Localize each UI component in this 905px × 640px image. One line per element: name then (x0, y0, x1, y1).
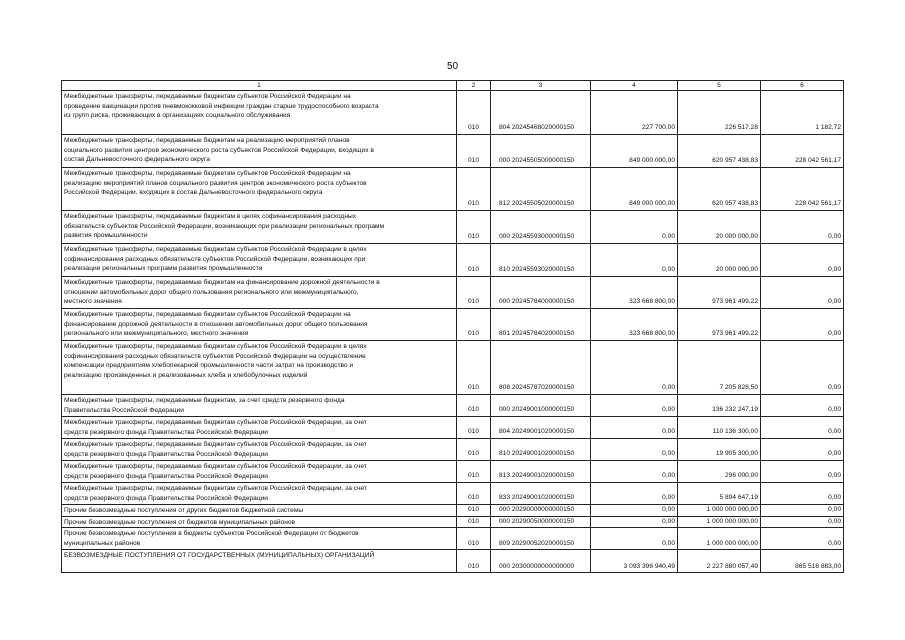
row-budget-code-cell: 804 20249001020000150 (491, 417, 591, 439)
row-admin-code-cell: 010 (457, 395, 491, 417)
table-row (62, 528, 844, 550)
row-name-line: Межбюджетные трансферты, передаваемые бюджетам субъектов Российской Федерации на (64, 93, 351, 100)
row-budget-code-cell: 833 20249001020000150 (491, 483, 591, 505)
row-name-line: Межбюджетные трансферты, передаваемые бюджетам субъектов Российской Федерации в целях (64, 343, 367, 350)
row-remainder-amount-cell: 0,00 (761, 277, 844, 309)
row-name-line: состав Дальневосточного федерального округа (64, 156, 210, 164)
row-name-line: из групп риска, проживающих в организациях социального обслуживания (64, 112, 291, 120)
row-remainder-amount-cell: 0,00 (761, 395, 844, 417)
budget-revenue-table (61, 80, 844, 573)
row-approved-amount-cell: 0,00 (591, 395, 678, 417)
row-budget-code-cell: 810 20249001020000150 (491, 439, 591, 461)
row-name-cell (62, 395, 457, 417)
row-name-line: проведение вакцинации против пневмококковой инфекции граждан старше трудоспособного возраста (64, 102, 379, 110)
row-name-cell (62, 483, 457, 505)
row-name-line: отношении автомобильных дорог общего пользования регионального или межмуниципального, (64, 288, 359, 296)
row-admin-code-cell: 010 (457, 417, 491, 439)
row-admin-code-cell: 010 (457, 309, 491, 341)
row-remainder-amount-cell: 0,00 (761, 505, 844, 517)
row-remainder-amount-cell: 0,00 (761, 341, 844, 395)
row-admin-code-cell: 010 (457, 244, 491, 277)
table-row (62, 550, 844, 573)
row-budget-code-cell: 810 20245593020000150 (491, 244, 591, 277)
row-name-line: реализацию произведенных и реализованных хлеба и хлебобулочных изделий (64, 371, 308, 379)
row-approved-amount-cell: 849 000 000,00 (591, 168, 678, 211)
row-remainder-amount-cell: 228 042 561,17 (761, 135, 844, 168)
row-admin-code-cell: 010 (457, 461, 491, 483)
row-name-cell (62, 439, 457, 461)
row-executed-amount-cell: 973 961 499,22 (678, 277, 761, 309)
row-budget-code-cell: 812 20245505020000150 (491, 168, 591, 211)
row-name-line: социального развития центров экономического роста субъектов Российской Федерации, входящих в (64, 146, 374, 154)
row-admin-code-cell: 010 (457, 168, 491, 211)
row-name-line: средств резервного фонда Правительства Российской Федерации (64, 494, 268, 502)
row-name-line: Межбюджетные трансферты, передаваемые бюджетам на реализацию мероприятий планов (64, 137, 350, 144)
row-approved-amount-cell: 0,00 (591, 244, 678, 277)
row-approved-amount-cell: 0,00 (591, 417, 678, 439)
table-row (62, 439, 844, 461)
row-admin-code-cell: 010 (457, 277, 491, 309)
row-admin-code-cell: 010 (457, 91, 491, 135)
table-row (62, 505, 844, 517)
row-admin-code-cell: 010 (457, 550, 491, 573)
row-executed-amount-cell: 110 136 300,00 (678, 417, 761, 439)
row-name-line: развития промышленности (64, 232, 148, 240)
row-name-cell (62, 135, 457, 168)
row-name-cell (62, 211, 457, 244)
row-budget-code-cell: 000 20245505000000150 (491, 135, 591, 168)
row-name-cell (62, 244, 457, 277)
row-name-line: Прочие безвозмездные поступления от других бюджетов бюджетной системы (64, 507, 304, 514)
row-approved-amount-cell: 0,00 (591, 505, 678, 517)
row-name-line: Межбюджетные трансферты, передаваемые бюджетам субъектов Российской Федерации, за счет (64, 419, 367, 426)
row-name-line: Межбюджетные трансферты, передаваемые бюджетам, за счет средств резервного фонда (64, 397, 345, 404)
row-budget-code-cell: 808 20245787020000150 (491, 341, 591, 395)
row-name-line: обязательств субъектов Российской Федерации, возникающих при реализации региональных программ (64, 222, 385, 230)
row-remainder-amount-cell: 0,00 (761, 417, 844, 439)
row-approved-amount-cell: 0,00 (591, 528, 678, 550)
column-header-remainder: 6 (761, 81, 844, 91)
row-executed-amount-cell: 2 227 880 057,49 (678, 550, 761, 573)
table-row (62, 277, 844, 309)
table-row (62, 211, 844, 244)
row-executed-amount-cell: 20 000 000,00 (678, 244, 761, 277)
row-remainder-amount-cell: 0,00 (761, 439, 844, 461)
row-executed-amount-cell: 19 905 300,00 (678, 439, 761, 461)
row-name-line: компенсации предприятиям хлебопекарной промышленности части затрат на производство и (64, 362, 354, 370)
table-row (62, 244, 844, 277)
row-name-line: Межбюджетные трансферты, передаваемые бюджетам в целях софинансирования расходных (64, 213, 357, 220)
row-name-cell (62, 528, 457, 550)
table-row (62, 395, 844, 417)
row-admin-code-cell: 010 (457, 505, 491, 517)
row-name-line: средств резервного фонда Правительства Российской Федерации (64, 428, 268, 436)
row-name-line: БЕЗВОЗМЕЗДНЫЕ ПОСТУПЛЕНИЯ ОТ ГОСУДАРСТВЕННЫХ (МУНИЦИПАЛЬНЫХ) ОРГАНИЗАЦИЙ (64, 552, 375, 560)
row-name-cell (62, 309, 457, 341)
row-budget-code-cell: 813 20249001020000150 (491, 461, 591, 483)
row-executed-amount-cell: 620 957 438,83 (678, 135, 761, 168)
row-approved-amount-cell: 0,00 (591, 483, 678, 505)
row-approved-amount-cell: 3 093 396 940,49 (591, 550, 678, 573)
row-name-line: Российской Федерации, входящих в состав Дальневосточного федерального округа (64, 189, 323, 197)
row-budget-code-cell: 000 20249001000000150 (491, 395, 591, 417)
row-name-line: софинансирования расходных обязательств субъектов Российской Федерации, возникающих при (64, 255, 366, 263)
row-executed-amount-cell: 7 205 828,50 (678, 341, 761, 395)
row-approved-amount-cell: 0,00 (591, 341, 678, 395)
table-row (62, 516, 844, 528)
row-name-cell (62, 277, 457, 309)
row-name-line: финансирование дорожной деятельности в отношении автомобильных дорог общего пользования (64, 320, 368, 328)
row-executed-amount-cell: 1 000 000 000,00 (678, 505, 761, 517)
table-row (62, 341, 844, 395)
row-executed-amount-cell: 20 000 000,00 (678, 211, 761, 244)
table-row (62, 309, 844, 341)
row-name-line: Межбюджетные трансферты, передаваемые бюджетам на финансирование дорожной деятельности в (64, 279, 380, 286)
row-executed-amount-cell: 136 232 247,19 (678, 395, 761, 417)
row-budget-code-cell: 000 20290050000000150 (491, 516, 591, 528)
row-name-cell (62, 516, 457, 528)
row-budget-code-cell: 000 20290000000000150 (491, 505, 591, 517)
row-name-cell (62, 168, 457, 211)
row-name-cell (62, 505, 457, 517)
column-header-name: 1 (62, 81, 457, 91)
row-admin-code-cell: 010 (457, 439, 491, 461)
row-name-line: Межбюджетные трансферты, передаваемые бюджетам субъектов Российской Федерации, за счет (64, 441, 367, 448)
row-approved-amount-cell: 0,00 (591, 211, 678, 244)
row-name-line: муниципальных районов (64, 539, 141, 547)
row-admin-code-cell: 010 (457, 135, 491, 168)
row-remainder-amount-cell: 0,00 (761, 461, 844, 483)
row-name-line: регионального или межмуниципального, местного значения (64, 330, 249, 338)
row-budget-code-cell: 809 20290052020000150 (491, 528, 591, 550)
row-budget-code-cell: 000 20245593000000150 (491, 211, 591, 244)
row-approved-amount-cell: 0,00 (591, 439, 678, 461)
row-name-line: средств резервного фонда Правительства Российской Федерации (64, 450, 268, 458)
row-admin-code-cell: 010 (457, 341, 491, 395)
column-header-executed: 5 (678, 81, 761, 91)
row-name-line: Правительства Российской Федерации (64, 406, 184, 414)
row-budget-code-cell: 801 20245784020000150 (491, 309, 591, 341)
row-budget-code-cell: 000 20245784000000150 (491, 277, 591, 309)
row-remainder-amount-cell: 0,00 (761, 244, 844, 277)
table-row (62, 91, 844, 135)
row-admin-code-cell: 010 (457, 516, 491, 528)
row-approved-amount-cell: 323 668 800,00 (591, 309, 678, 341)
row-name-line: софинансирования расходных обязательств субъектов Российской Федерации на осуществление (64, 352, 366, 360)
row-approved-amount-cell: 227 700,00 (591, 91, 678, 135)
row-remainder-amount-cell: 0,00 (761, 516, 844, 528)
row-name-line: Межбюджетные трансферты, передаваемые бюджетам субъектов Российской Федерации на (64, 311, 351, 318)
page-number: 50 (446, 61, 459, 72)
row-executed-amount-cell: 296 000,00 (678, 461, 761, 483)
row-name-line: Прочие безвозмездные поступления от бюджетов муниципальных районов (64, 518, 296, 526)
row-name-cell (62, 550, 457, 573)
row-admin-code-cell: 010 (457, 211, 491, 244)
table-row (62, 135, 844, 168)
row-name-line: средств резервного фонда Правительства Российской Федерации (64, 472, 268, 480)
row-executed-amount-cell: 620 957 438,83 (678, 168, 761, 211)
row-name-line: Межбюджетные трансферты, передаваемые бюджетам субъектов Российской Федерации на (64, 170, 351, 177)
row-name-line: Межбюджетные трансферты, передаваемые бюджетам субъектов Российской Федерации в целях (64, 246, 367, 253)
row-name-cell (62, 341, 457, 395)
table-header-row (62, 81, 844, 91)
table-body (62, 91, 844, 573)
row-remainder-amount-cell: 0,00 (761, 211, 844, 244)
row-name-cell (62, 417, 457, 439)
row-name-line: местного значения (64, 298, 122, 306)
row-remainder-amount-cell: 0,00 (761, 528, 844, 550)
table-row (62, 168, 844, 211)
table-row (62, 461, 844, 483)
row-executed-amount-cell: 1 000 000 000,00 (678, 528, 761, 550)
row-executed-amount-cell: 226 517,28 (678, 91, 761, 135)
row-budget-code-cell: 000 20300000000000000 (491, 550, 591, 573)
row-approved-amount-cell: 0,00 (591, 461, 678, 483)
row-name-line: Межбюджетные трансферты, передаваемые бюджетам субъектов Российской Федерации, за счет (64, 463, 367, 470)
row-name-line: Прочие безвозмездные поступления в бюджеты субъектов Российской Федерации от бюджетов (64, 530, 359, 538)
row-name-line: реализации региональных программ развития промышленности (64, 265, 263, 273)
table-row (62, 483, 844, 505)
row-remainder-amount-cell: 0,00 (761, 483, 844, 505)
row-remainder-amount-cell: 228 042 561,17 (761, 168, 844, 211)
column-header-approved: 4 (591, 81, 678, 91)
table-row (62, 417, 844, 439)
row-remainder-amount-cell: 1 182,72 (761, 91, 844, 135)
row-admin-code-cell: 010 (457, 528, 491, 550)
row-approved-amount-cell: 323 668 800,00 (591, 277, 678, 309)
column-header-admin: 2 (457, 81, 491, 91)
row-remainder-amount-cell: 865 516 883,00 (761, 550, 844, 573)
row-name-line: реализацию мероприятий планов социального развития центров экономического роста субъектов (64, 179, 367, 187)
column-header-code: 3 (491, 81, 591, 91)
row-admin-code-cell: 010 (457, 483, 491, 505)
row-name-cell (62, 91, 457, 135)
row-approved-amount-cell: 0,00 (591, 516, 678, 528)
row-budget-code-cell: 804 20245468020000150 (491, 91, 591, 135)
row-remainder-amount-cell: 0,00 (761, 309, 844, 341)
row-name-line: Межбюджетные трансферты, передаваемые бюджетам субъектов Российской Федерации, за счет (64, 485, 367, 492)
row-approved-amount-cell: 849 000 000,00 (591, 135, 678, 168)
row-executed-amount-cell: 5 894 647,19 (678, 483, 761, 505)
row-executed-amount-cell: 1 000 000 000,00 (678, 516, 761, 528)
row-name-cell (62, 461, 457, 483)
row-executed-amount-cell: 973 961 499,22 (678, 309, 761, 341)
